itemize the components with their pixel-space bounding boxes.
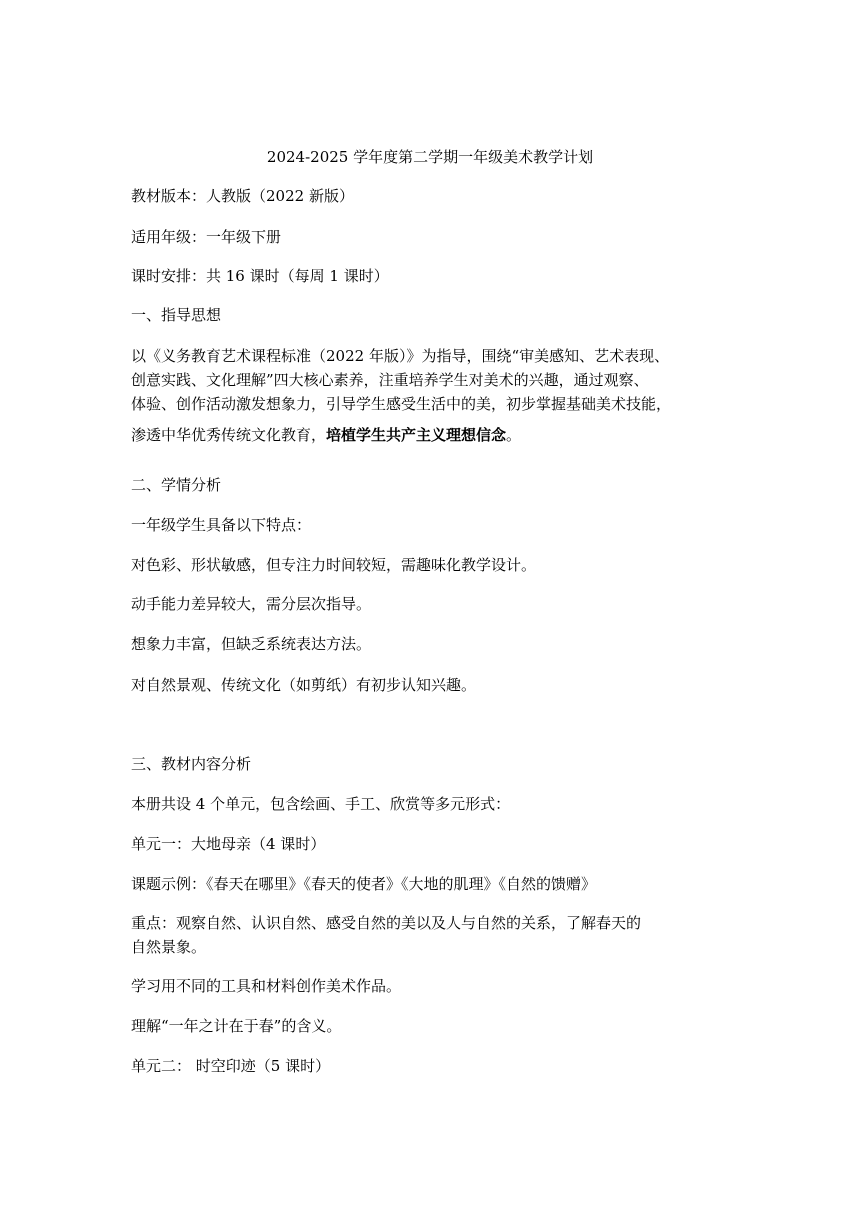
paragraph-line: 以《义务教育艺术课程标准（2022 年版）》为指导，围绕“审美感知、艺术表现、 xyxy=(131,347,670,365)
unit-focus-line: 自然景象。 xyxy=(131,938,207,956)
unit-examples: 课题示例：《春天在哪里》《春天的使者》《大地的肌理》《自然的馈赠》 xyxy=(131,875,597,893)
paragraph-line: 创意实践、文化理解”四大核心素养，注重培养学生对美术的兴趣，通过观察、 xyxy=(131,371,649,389)
list-item: 动手能力差异较大，需分层次指导。 xyxy=(131,595,372,613)
unit-title: 单元二： 时空印迹（5 课时） xyxy=(131,1057,331,1075)
list-item: 对色彩、形状敏感，但专注力时间较短，需趣味化教学设计。 xyxy=(131,556,537,574)
section-heading-guiding-ideology: 一、指导思想 xyxy=(131,306,222,324)
emphasized-text: 培植学生共产主义理想信念 xyxy=(326,426,507,444)
unit-point: 学习用不同的工具和材料创作美术作品。 xyxy=(131,977,402,995)
unit-title: 单元一：大地母亲（4 课时） xyxy=(131,835,326,853)
edition-line: 教材版本：人教版（2022 新版） xyxy=(131,187,354,205)
unit-point: 理解“一年之计在于春”的含义。 xyxy=(131,1017,342,1035)
paragraph-line-last xyxy=(131,424,521,446)
section-heading-content-analysis: 三、教材内容分析 xyxy=(131,755,252,773)
content-analysis-intro: 本册共设 4 个单元，包含绘画、手工、欣赏等多元形式： xyxy=(131,795,511,813)
student-analysis-intro: 一年级学生具备以下特点： xyxy=(131,516,312,534)
list-item: 想象力丰富，但缺乏系统表达方法。 xyxy=(131,635,372,653)
grade-line: 适用年级：一年级下册 xyxy=(131,228,282,246)
list-item: 对自然景观、传统文化（如剪纸）有初步认知兴趣。 xyxy=(131,676,477,694)
document-title: 2024-2025 学年度第二学期一年级美术教学计划 xyxy=(266,148,594,166)
paragraph-punctuation: 。 xyxy=(506,426,522,444)
section-heading-student-analysis: 二、学情分析 xyxy=(131,476,222,494)
unit-focus-line: 重点：观察自然、认识自然、感受自然的美以及人与自然的关系，了解春天的 xyxy=(131,914,642,932)
paragraph-text: 渗透中华优秀传统文化教育， xyxy=(131,426,327,444)
paragraph-line: 体验、创作活动激发想象力，引导学生感受生活中的美，初步掌握基础美术技能， xyxy=(131,395,672,413)
schedule-line: 课时安排：共 16 课时（每周 1 课时） xyxy=(131,267,389,285)
